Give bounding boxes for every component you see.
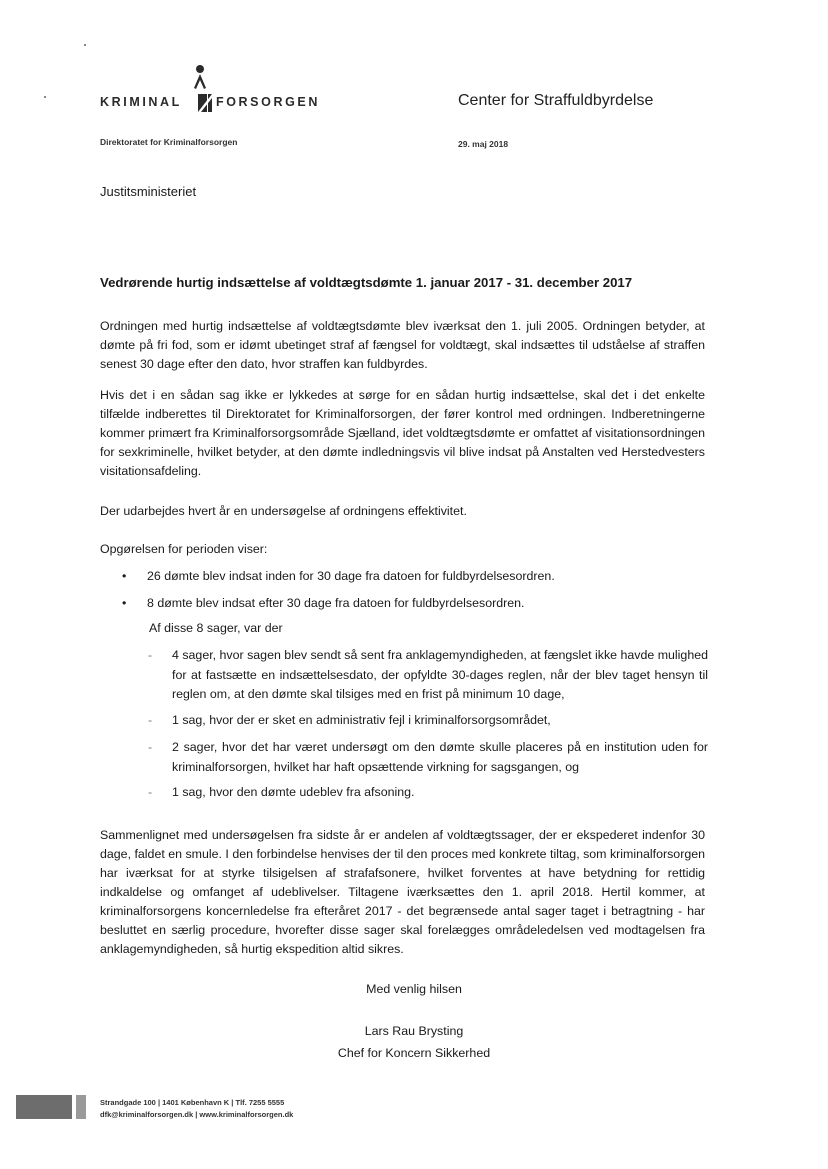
sub-list-item: - 1 sag, hvor der er sket en administrativ fejl i kriminalforsorgsområdet, bbox=[148, 711, 708, 731]
logo-word-right: FORSORGEN bbox=[216, 95, 320, 109]
dash-icon: - bbox=[148, 740, 153, 754]
scan-speck bbox=[84, 44, 86, 46]
logo-word-left: KRIMINAL bbox=[100, 95, 182, 109]
signatory-name: Lars Rau Brysting bbox=[364, 1024, 464, 1038]
organization-title: Center for Straffuldbyrdelse bbox=[458, 92, 654, 109]
bullet-icon: • bbox=[122, 569, 127, 583]
sub-list-intro: Af disse 8 sager, var der bbox=[149, 621, 283, 635]
paragraph-reporting: Hvis det i en sådan sag ikke er lykkedes at sørge for en sådan hurtig indsættelse, skal det i det enkelte tilfælde indberettes til Direktoratet for Kriminalforsorgen, der fører kontrol med ordningen. Indberetningerne kommer primært fra Kriminalforsorgsområde Sjælland, idet voldtægtsdømte er omfattet af visitationsordningen for sexkriminelle, hvilket betyder, at den dømte indledningsvis vil blive indsat på Anstalten ved Herstedvesters visitationsafdeling. bbox=[100, 388, 705, 478]
dash-icon: - bbox=[148, 648, 153, 662]
signatory-title: Chef for Koncern Sikkerhed bbox=[337, 1046, 491, 1060]
footer-contact-line: dfk@kriminalforsorgen.dk | www.kriminalforsorgen.dk bbox=[100, 1109, 294, 1119]
sub-list-item: - 4 sager, hvor sagen blev sendt så sent fra anklagemyndigheden, at fængslet ikke havde mulighed for at fastsætte en indsættelsesdato, der opfyldte 30-dages reglen, når der blev taget hensyn til reglen om, at den dømte skal tilsiges med en frist på minimum 10 dage, bbox=[148, 648, 708, 701]
paragraph-survey: Der udarbejdes hvert år en undersøgelse af ordningens effektivitet. bbox=[100, 504, 467, 518]
paragraph-summary-intro: Opgørelsen for perioden viser: bbox=[100, 542, 268, 556]
bullet-icon: • bbox=[122, 596, 127, 610]
list-item: • 8 dømte blev indsat efter 30 dage fra datoen for fuldbyrdelsesordren. bbox=[122, 594, 524, 613]
recipient: Justitsministeriet bbox=[100, 184, 197, 199]
sub-list-item: - 1 sag, hvor den dømte udeblev fra afsoning. bbox=[148, 783, 708, 803]
paragraph-intro: Ordningen med hurtig indsættelse af voldtægtsdømte blev iværksat den 1. juli 2005. Ordningen betyder, at dømte på fri fod, som er idømt ubetinget straf af fængsel for voldtægt, skal indsættes til udståelse af straffen senest 30 dage efter den dato, hvor straffen kan fuldbyrdes. bbox=[100, 319, 705, 371]
paragraph-comparison: Sammenlignet med undersøgelsen fra sidste år er andelen af voldtægtssager, der er ekspederet indenfor 30 dage, faldet en smule. I den forbindelse henvises der til den proces med konkrete tiltag, som kriminalforsorgen har iværksat for at styrke tilsigelsen af strafafsonere, hvilket forventes at have betydning for rettidig indkaldelse og omfanget af udeblivelser. Tiltagene iværksættes den 1. april 2018. Hertil kommer, at kriminalforsorgens koncernledelse fra efteråret 2017 - det begrænsede antal sager taget i betragtning - har besluttet en særlig procedure, hvorefter disse sager skal forelægges områdeledelsen ved modtagelsen fra anklagemyndigheden, så hurtig ekspedition altid sikres. bbox=[100, 828, 705, 956]
footer-address-line: Strandgade 100 | 1401 København K | Tlf. 7255 5555 bbox=[100, 1098, 285, 1107]
letter-date: 29. maj 2018 bbox=[458, 139, 509, 149]
closing-greeting: Med venlig hilsen bbox=[366, 982, 462, 996]
footer-bar bbox=[16, 1095, 72, 1119]
list-item: • 26 dømte blev indsat inden for 30 dage fra datoen for fuldbyrdelsesordren. bbox=[122, 567, 555, 586]
sub-list-item: - 2 sager, hvor det har været undersøgt om den dømte skulle placeres på en institution uden for kriminalforsorgen, hvilket har haft opsættende virkning for sagsgangen, og bbox=[148, 740, 708, 774]
subject-line: Vedrørende hurtig indsættelse af voldtægtsdømte 1. januar 2017 - 31. december 2017 bbox=[100, 275, 633, 290]
logo bbox=[100, 64, 320, 124]
dash-icon: - bbox=[148, 713, 153, 727]
sender-line: Direktoratet for Kriminalforsorgen bbox=[100, 137, 238, 147]
footer-bar-accent bbox=[76, 1095, 86, 1119]
footer-address bbox=[100, 1097, 293, 1120]
dash-icon: - bbox=[148, 785, 153, 799]
scan-speck bbox=[44, 96, 46, 98]
